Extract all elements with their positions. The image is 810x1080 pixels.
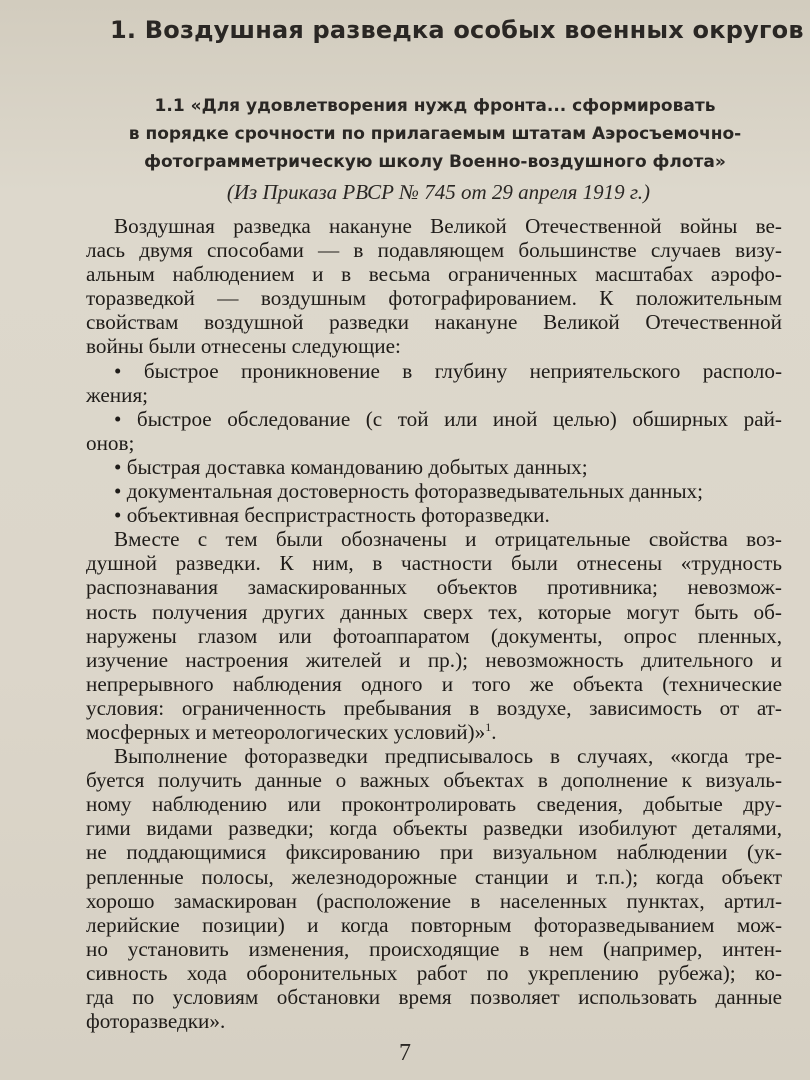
text-line: Воздушная разведка накануне Великой Отечественной войны ве- bbox=[114, 214, 782, 238]
text-line: альным наблюдением и в весьма ограниченных масштабах аэрофо- bbox=[86, 262, 782, 287]
epigraph-citation: (Из Приказа РВСР № 745 от 29 апреля 1919 г.) bbox=[226, 180, 650, 204]
text-line: свойствам воздушной разведки накануне Великой Отечественной bbox=[86, 310, 782, 335]
text-line: гими видами разведки; когда объекты разведки изобилуют деталями, bbox=[86, 816, 782, 841]
text-line: гда по условиям обстановки время позволяет использовать данные bbox=[86, 985, 782, 1009]
bullet-line: жения; bbox=[86, 382, 149, 407]
page-number: 7 bbox=[399, 1040, 411, 1066]
text-line: ному наблюдению или проконтролировать сведения, добытые дру- bbox=[86, 792, 782, 817]
text-line: душной разведки. К ним, в частности были отнесены «трудность bbox=[86, 551, 782, 576]
section-heading-line: фотограмметрическую школу Военно-воздушного флота» bbox=[144, 152, 726, 172]
text-line: Вместе с тем были обозначены и отрицательные свойства воз- bbox=[114, 527, 782, 552]
text-line: ность получения других данных сверх тех, которые могут быть об- bbox=[86, 599, 782, 624]
text-line: непрерывного наблюдения одного и того же объекта (технические bbox=[86, 671, 782, 696]
text-line: условия: ограниченность пребывания в воздухе, зависимость от ат- bbox=[86, 695, 782, 720]
bullet-line: • быстрая доставка командованию добытых данных; bbox=[114, 454, 588, 479]
section-heading-line: в порядке срочности по прилагаемым штатам Аэросъемочно- bbox=[128, 124, 742, 144]
text-line: торазведкой — воздушным фотографированием. К положительным bbox=[86, 286, 782, 311]
text-line: изучение настроения жителей и пр.); невозможность длительного и bbox=[86, 647, 782, 672]
section-heading bbox=[90, 92, 780, 176]
chapter-title: 1. Воздушная разведка особых военных округов bbox=[110, 16, 804, 44]
text-line: лась двумя способами — в подавляющем большинстве случаев визу- bbox=[86, 238, 782, 263]
bullet-line: • документальная достоверность фоторазведывательных данных; bbox=[114, 479, 704, 504]
text-line: наружены глазом или фотоаппаратом (документы, опрос пленных, bbox=[86, 623, 782, 648]
text-line: хорошо замаскирован (расположение в населенных пунктах, артил- bbox=[86, 888, 782, 913]
bullet-line: онов; bbox=[86, 430, 135, 455]
text-line: но установить изменения, происходящие в нем (например, интен- bbox=[86, 936, 782, 961]
body-text bbox=[86, 214, 782, 1033]
section-heading-line: 1.1 «Для удовлетворения нужд фронта... сформировать bbox=[154, 96, 716, 116]
text-line-content: мосферных и метеорологических условий)» bbox=[86, 719, 486, 744]
text-line: распознавания замаскированных объектов противника; невозмож- bbox=[86, 575, 782, 600]
text-line: войны были отнесены следующие: bbox=[86, 334, 401, 359]
text-line: буется получить данные о важных объектах в дополнение к визуаль- bbox=[86, 768, 782, 793]
bullet-line: • быстрое проникновение в глубину неприятельского располо- bbox=[114, 358, 782, 383]
text-line: лерийские позиции) и когда повторным фоторазведыванием мож- bbox=[86, 912, 782, 937]
text-line: Выполнение фоторазведки предписывалось в случаях, «когда тре- bbox=[114, 744, 782, 769]
text-line bbox=[86, 720, 782, 744]
text-line: фоторазведки». bbox=[86, 1009, 226, 1034]
bullet-line: • объективная беспристрастность фоторазведки. bbox=[114, 503, 550, 528]
bullet-line: • быстрое обследование (с той или иной целью) обширных рай- bbox=[114, 406, 782, 431]
line-end-punct: . bbox=[491, 719, 497, 744]
text-line: сивность хода оборонительных работ по укреплению рубежа); ко- bbox=[86, 960, 782, 985]
text-line: не поддающимися фиксированию при визуальном наблюдении (ук- bbox=[86, 840, 782, 865]
text-line: репленные полосы, железнодорожные станции и т.п.); когда объект bbox=[86, 864, 782, 889]
footnote-ref: 1 bbox=[485, 719, 492, 734]
